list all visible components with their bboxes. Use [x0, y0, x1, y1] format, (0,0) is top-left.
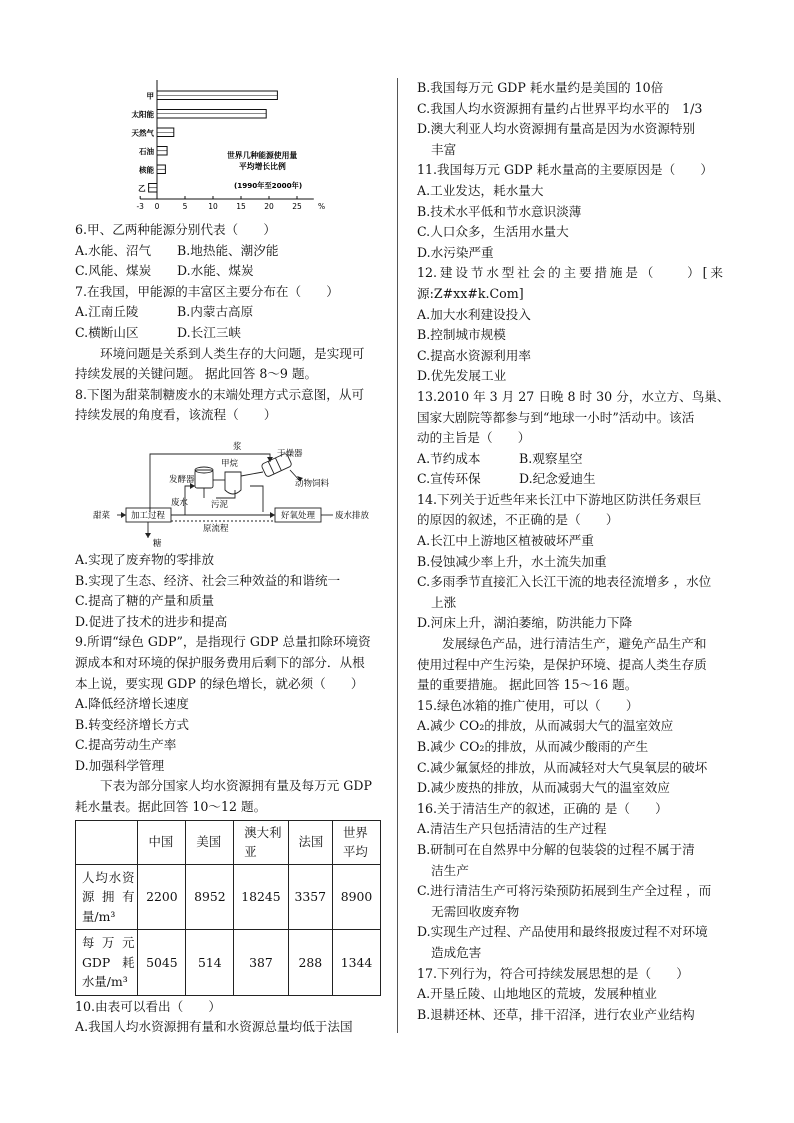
q13-stem-line-3: 动的主旨是（ ） — [417, 430, 531, 446]
table-cell: 3357 — [288, 864, 333, 930]
q9-stem-line-2: 源成本和对环境的保护服务费用后剩下的部分．从根 — [75, 654, 365, 670]
green-intro-line-2: 使用过程中产生污染，是保护环境、提高人类生存质 — [417, 656, 707, 672]
q15-option-b[interactable]: B.减少 CO₂的排放，从而减少酸雨的产生 — [417, 739, 649, 754]
flow-label-feed: 动物饲料 — [295, 478, 330, 489]
flow-label-discharge: 废水排放 — [335, 510, 370, 521]
q15-option-d[interactable]: D.减少废热的排放，从而减弱大气的温室效应 — [417, 780, 670, 796]
q6-options-row-1 — [75, 241, 380, 262]
table-row-label: 每万元GDP 耗水量/m³ — [76, 930, 138, 996]
q8-option-a[interactable]: A.实现了废弃物的零排放 — [75, 551, 215, 567]
q6-option-c[interactable]: C.风能、煤炭 — [75, 263, 152, 279]
flow-label-aerobic: 好氧处理 — [281, 510, 316, 521]
q11-stem: 11.我国每万元 GDP 耗水量高的主要原因是（ ） — [417, 162, 713, 178]
x-tick-label: 5 — [182, 202, 188, 211]
q16-option-b-cont: 洁生产 — [431, 862, 469, 878]
q8-stem-line-2: 持续发展的角度看，该流程（ ） — [75, 407, 277, 423]
q9-stem-line-3: 本上说，要实现 GDP 的绿色增长，就必须（ ） — [75, 675, 364, 691]
q12-stem-line-1: 12.建设节水型社会的主要措施是（ ）[来 — [417, 265, 723, 281]
water-resource-table — [75, 820, 381, 996]
table-cell: 2200 — [138, 864, 186, 930]
q14-option-b[interactable]: B.侵蚀减少率上升，水土流失加重 — [417, 553, 607, 569]
q7-stem: 7.在我国，甲能源的丰富区主要分布在（ ） — [75, 283, 339, 299]
env-intro-line-1: 环境问题是关系到人类生存的大问题，是实现可 — [100, 345, 365, 361]
flow-label-dryer: 干燥器 — [277, 448, 303, 459]
table-cell: 387 — [234, 930, 288, 996]
left-column — [75, 78, 380, 1038]
right-column — [417, 78, 730, 1025]
q15-stem: 15.绿色冰箱的推广使用，可以（ ） — [417, 697, 639, 713]
category-label: 太阳能 — [131, 109, 154, 119]
q6-option-a[interactable]: A.水能、沼气 — [75, 242, 152, 258]
q6-options-row-2 — [75, 261, 380, 282]
water-intro-line-2: 耗水量表。据此回答 10～12 题。 — [75, 799, 267, 815]
flow-label-beet: 甜菜 — [93, 510, 111, 521]
q12-option-c[interactable]: C.提高水资源利用率 — [417, 347, 531, 363]
q13-options-row-2 — [417, 469, 723, 490]
column-divider — [397, 78, 398, 1033]
flow-label-sludge: 污泥 — [211, 499, 229, 510]
q7-option-b[interactable]: B.内蒙古高原 — [177, 304, 254, 320]
q7-options-row-1 — [75, 302, 380, 323]
table-cell: 18245 — [234, 864, 288, 930]
energy-growth-chart — [75, 78, 380, 220]
table-cell: 288 — [288, 930, 333, 996]
q8-option-d[interactable]: D.促进了技术的进步和提高 — [75, 613, 228, 629]
flow-label-methane: 甲烷 — [221, 458, 239, 469]
q13-options-row-1 — [417, 449, 723, 470]
category-label: 甲 — [146, 91, 154, 101]
table-row — [76, 930, 381, 996]
q10-option-c[interactable]: C.我国人均水资源拥有量约占世界平均水平的 1/3 — [417, 100, 703, 116]
flow-label-digester: 发酵器 — [169, 474, 195, 485]
category-label: 石油 — [139, 146, 154, 156]
q13-option-b[interactable]: B.观察星空 — [519, 450, 583, 466]
table-header-cell: 澳大利亚 — [234, 820, 288, 864]
q12-option-d[interactable]: D.优先发展工业 — [417, 368, 507, 384]
table-header-row — [76, 820, 381, 864]
x-tick-label: 25 — [292, 202, 302, 211]
energy-chart-subtitle: (1990年至2000年) — [234, 181, 303, 190]
q15-option-a[interactable]: A.减少 CO₂的排放，从而减弱大气的温室效应 — [417, 718, 674, 734]
category-label: 乙 — [138, 183, 146, 193]
table-cell: 8900 — [333, 864, 381, 930]
q15-option-c[interactable]: C.减少氟氯烃的排放，从而减轻对大气臭氧层的破坏 — [417, 759, 708, 775]
q16-option-d-cont: 造成危害 — [431, 944, 482, 960]
flow-label-sugar: 糖 — [153, 538, 162, 549]
sugar-wastewater-flow-diagram — [75, 426, 380, 550]
category-label: 天然气 — [131, 128, 154, 138]
q13-option-a[interactable]: A.节约成本 — [417, 450, 481, 466]
q17-option-b[interactable]: B.退耕还林、还草，排干沼泽，进行农业产业结构 — [417, 1006, 695, 1022]
energy-chart-title-1: 世界几种能源使用量 — [227, 151, 298, 160]
flow-label-wastewater: 废水 — [171, 497, 189, 508]
green-intro-line-3: 量的重要措施。 据此回答 15～16 题。 — [417, 677, 638, 693]
q6-option-d[interactable]: D.水能、煤炭 — [177, 263, 254, 279]
q7-option-d[interactable]: D.长江三峡 — [177, 324, 242, 340]
q13-stem-line-1: 13.2010 年 3 月 27 日晚 8 时 30 分，水立方、鸟巢、 — [417, 388, 730, 404]
q17-stem: 17.下列行为，符合可持续发展思想的是（ ） — [417, 965, 689, 981]
q13-option-c[interactable]: C.宣传环保 — [417, 471, 481, 487]
x-tick-label: 15 — [236, 202, 246, 211]
q12-stem-line-2: 源:Z#xx#k.Com] — [417, 285, 524, 301]
q8-option-b[interactable]: B.实现了生态、经济、社会三种效益的和谐统一 — [75, 572, 341, 588]
q16-option-b[interactable]: B.研制可在自然界中分解的包装袋的过程不属于清 — [417, 841, 695, 857]
x-tick-label: 20 — [264, 202, 274, 211]
energy-chart-unit: % — [318, 202, 326, 211]
q10-option-a[interactable]: A.我国人均水资源拥有量和水资源总量均低于法国 — [75, 1019, 353, 1035]
q7-option-a[interactable]: A.江南丘陵 — [75, 304, 139, 320]
q17-option-a[interactable]: A.开垦丘陵、山地地区的荒坡，发展种植业 — [417, 986, 657, 1002]
q12-option-a[interactable]: A.加大水利建设投入 — [417, 306, 531, 322]
q11-option-c[interactable]: C.人口众多，生活用水量大 — [417, 224, 569, 240]
x-tick-label: 0 — [154, 202, 160, 211]
q10-option-d-cont: 丰富 — [431, 141, 457, 157]
table-cell: 514 — [186, 930, 234, 996]
table-cell: 1344 — [333, 930, 381, 996]
green-intro-line-1: 发展绿色产品，进行清洁生产，避免产品生产和 — [442, 636, 707, 652]
energy-chart-title-2: 平均增长比例 — [239, 162, 286, 171]
table-cell: 5045 — [138, 930, 186, 996]
flow-label-pulp: 浆 — [233, 441, 242, 452]
table-header-cell: 世界平均 — [333, 820, 381, 864]
table-header-cell: 法国 — [288, 820, 333, 864]
q8-option-c[interactable]: C.提高了糖的产量和质量 — [75, 593, 215, 609]
q7-options-row-2 — [75, 323, 380, 344]
flow-label-original-process: 原流程 — [203, 523, 229, 534]
q10-stem: 10.由表可以看出（ ） — [75, 998, 221, 1014]
flow-label-process: 加工过程 — [131, 510, 166, 521]
category-label: 核能 — [139, 165, 154, 175]
q13-stem-line-2: 国家大剧院等都参与到“地球一小时”活动中。该活 — [417, 409, 695, 425]
q11-option-d[interactable]: D.水污染严重 — [417, 244, 494, 260]
table-header-cell — [76, 820, 138, 864]
q14-option-c-cont: 上涨 — [431, 594, 457, 610]
water-intro-line-1: 下表为部分国家人均水资源拥有量及每万元 GDP — [100, 778, 372, 794]
q16-option-c-cont: 无需回收废弃物 — [431, 903, 520, 919]
table-cell: 8952 — [186, 864, 234, 930]
table-header-cell: 中国 — [138, 820, 186, 864]
q9-option-d[interactable]: D.加强科学管理 — [75, 757, 165, 773]
q6-stem: 6.甲、乙两种能源分别代表（ ） — [75, 222, 276, 237]
q14-stem-line-1: 14.下列关于近些年来长江中下游地区防洪任务艰巨 — [417, 491, 702, 507]
q16-stem: 16.关于清洁生产的叙述，正确的 是（ ） — [417, 800, 668, 816]
q9-option-c[interactable]: C.提高劳动生产率 — [75, 737, 177, 753]
table-row-label: 人均水资源拥有量/m³ — [76, 864, 138, 930]
q11-option-a[interactable]: A.工业发达，耗水量大 — [417, 182, 544, 198]
q14-option-a[interactable]: A.长江中上游地区植被破坏严重 — [417, 533, 594, 549]
q16-option-a[interactable]: A.清洁生产只包括清洁的生产过程 — [417, 821, 607, 837]
x-tick-label: -3 — [136, 202, 144, 211]
q16-option-d[interactable]: D.实现生产过程、产品使用和最终报废过程不对环境 — [417, 924, 708, 940]
q9-option-a[interactable]: A.降低经济增长速度 — [75, 696, 189, 712]
table-header-cell: 美国 — [186, 820, 234, 864]
q14-stem-line-2: 的原因的叙述，不正确的是（ ） — [417, 512, 619, 528]
table-row — [76, 864, 381, 930]
x-tick-label: 10 — [208, 202, 218, 211]
q14-option-d[interactable]: D.河床上升，湖泊萎缩，防洪能力下降 — [417, 615, 633, 631]
q6-option-b[interactable]: B.地热能、潮汐能 — [177, 242, 279, 258]
q8-stem-line-1: 8.下图为甜菜制糖废水的末端处理方式示意图，从可 — [75, 386, 365, 402]
q9-stem-line-1: 9.所谓“绿色 GDP”，是指现行 GDP 总量扣除环境资 — [75, 634, 371, 650]
q9-option-b[interactable]: B.转变经济增长方式 — [75, 716, 190, 732]
q13-option-d[interactable]: D.纪念爱迪生 — [519, 471, 596, 487]
q10-option-b[interactable]: B.我国每万元 GDP 耗水量约是美国的 10倍 — [417, 80, 664, 95]
q14-option-c[interactable]: C.多雨季节直接汇入长江干流的地表径流增多 ，水位 — [417, 574, 712, 590]
q7-option-c[interactable]: C.横断山区 — [75, 324, 139, 340]
env-intro-line-2: 持续发展的关键问题。 据此回答 8～9 题。 — [75, 366, 318, 382]
q10-option-d[interactable]: D.澳大利亚人均水资源拥有量高是因为水资源特别 — [417, 121, 696, 137]
q12-option-b[interactable]: B.控制城市规模 — [417, 327, 506, 343]
q16-option-c[interactable]: C.进行清洁生产可将污染预防拓展到生产全过程 ，而 — [417, 883, 712, 899]
q11-option-b[interactable]: B.技术水平低和节水意识淡薄 — [417, 203, 582, 219]
